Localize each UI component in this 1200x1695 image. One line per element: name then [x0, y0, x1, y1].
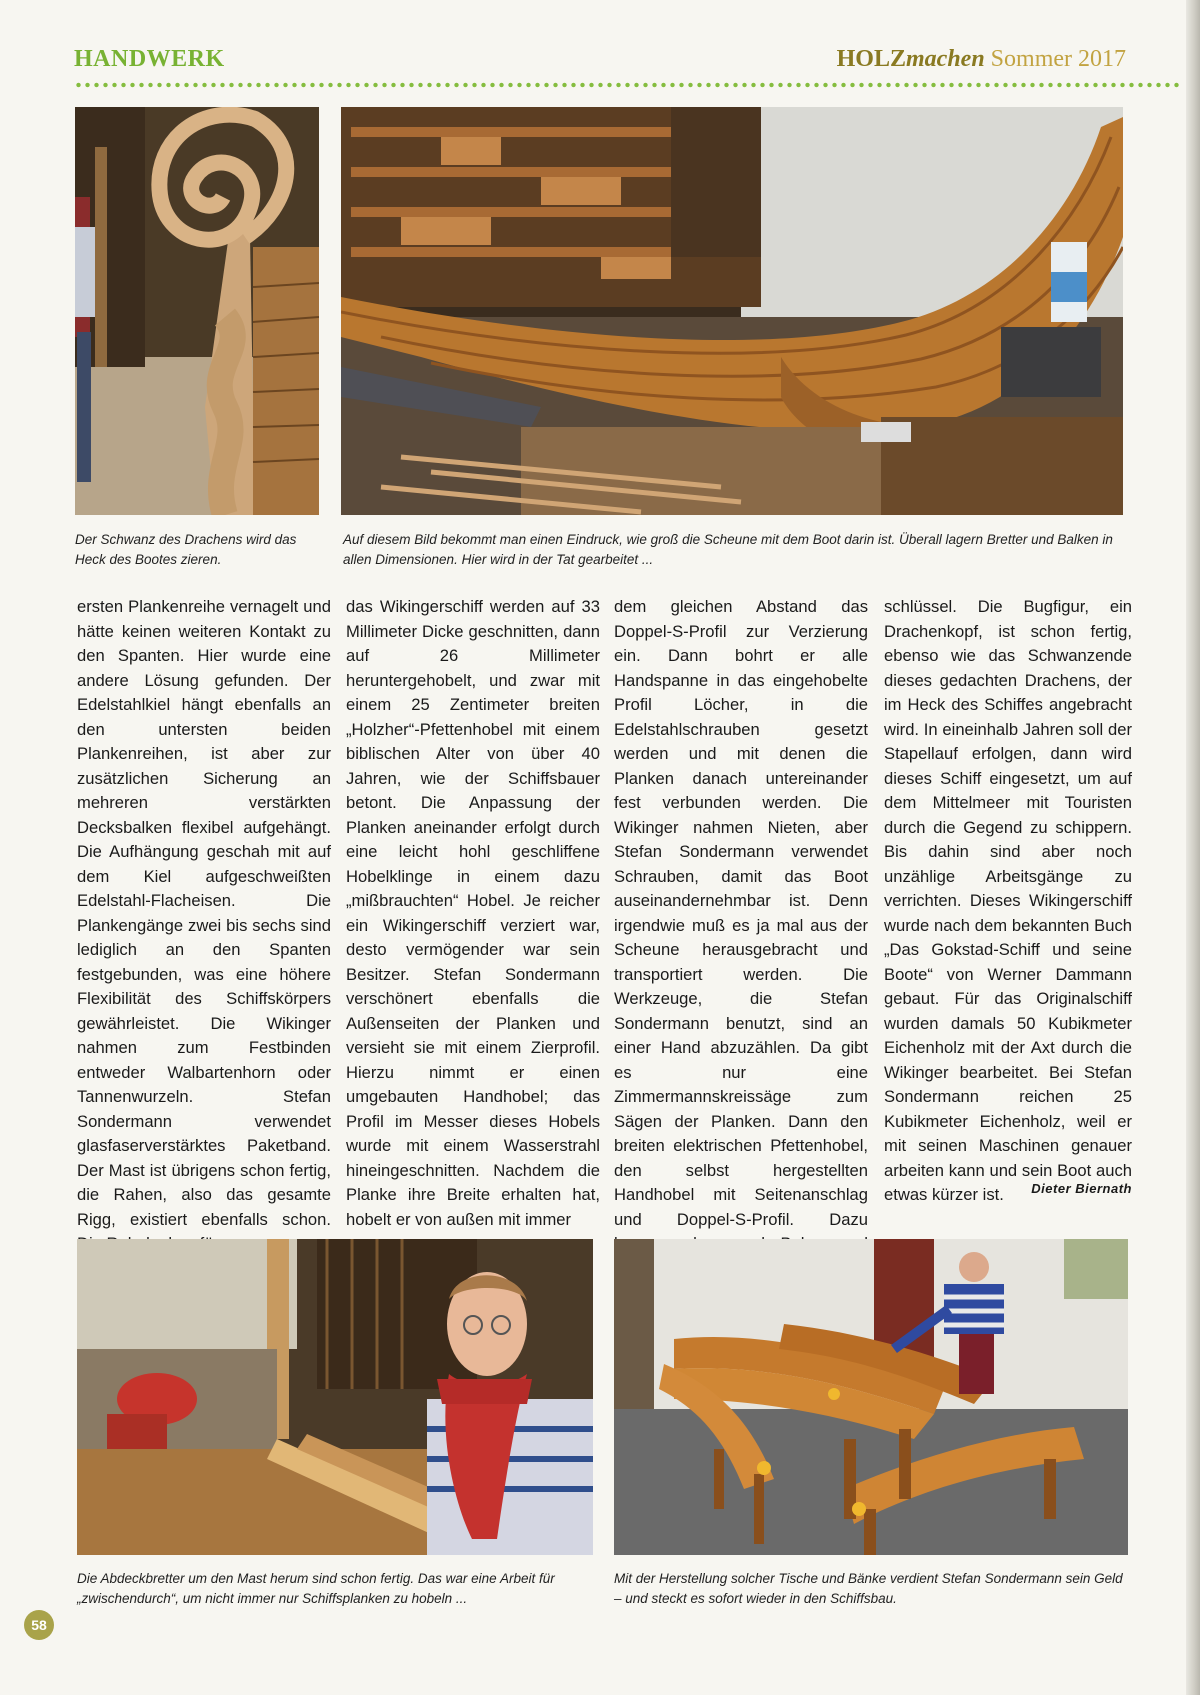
photo-dragon-tail	[75, 107, 319, 515]
photo-tables-benches	[614, 1239, 1128, 1555]
article-text-col2: das Wikingerschiff werden auf 33 Millimeter Dicke geschnitten, dann auf 26 Millimeter heruntergehobelt, und zwar mit einem 25 Zentimeter breiten „Holzher“-Pfettenhobel mit einem biblischen Alter von über 40 Jahren, wie der Schiffsbauer betont. Die Anpassung der Planken aneinander erfolgt durch eine leicht hohl geschliffene Hobelklinge in einem dazu „mißbrauchten“ Hobel. Je reicher ein Wikingerschiff verziert war, desto vermögender war sein Besitzer. Stefan Sondermann verschönert ebenfalls die Außenseiten der Planken und versieht sie mit einem Zierprofil. Hierzu nimmt er einen umgebauten Handhobel; das Profil im Messer dieses Hobels wurde mit einem Wasserstrahl hineingeschnitten. Nachdem die Planke ihre Breite erhalten hat, hobelt er von außen mit immer	[346, 597, 600, 1229]
magazine-header	[837, 46, 1126, 73]
caption-barn-boat: Auf diesem Bild bekommt man einen Eindruck, wie groß die Scheune mit dem Boot darin ist. Überall lagern Bretter und Balken in allen Dimensionen. Hier wird in der Tat gearbeitet ...	[343, 532, 1113, 567]
brand-suffix: machen	[906, 46, 985, 72]
author-byline: Dieter Biernath	[1031, 1181, 1132, 1196]
caption-tables-benches: Mit der Herstellung solcher Tische und Bänke verdient Stefan Sondermann sein Geld – und steckt es sofort wieder in den Schiffsbau.	[614, 1571, 1123, 1606]
article-column-3	[614, 595, 868, 1281]
brand-prefix: HOLZ	[836, 46, 906, 72]
article-column-1	[77, 595, 331, 1257]
photo-deck-boards	[77, 1239, 593, 1555]
page-number: 58	[24, 1610, 54, 1640]
header-dotted-rule	[74, 82, 1180, 88]
article-text-col3: dem gleichen Abstand das Doppel-S-Profil zur Verzierung ein. Dann bohrt er alle Handspanne in das eingehobelte Profil Löcher, in die Edelstahlschrauben gesetzt werden und mit denen die Planken danach untereinander fest verbunden werden. Die Wikinger nahmen Nieten, aber Stefan Sondermann verwendet Schrauben, damit das Boot auseinandernehmbar ist. Denn irgendwie muß es ja mal aus der Scheune herausgebracht und transportiert werden. Die Werkzeuge, die Stefan Sondermann benutzt, sind an einer Hand abzuzählen. Da gibt es nur eine Zimmermannskreissäge zum Sägen der Planken. Dann den breiten elektrischen Pfettenhobel, den selbst hergestellten Handhobel mit Seitenanschlag und Doppel-S-Profil. Dazu	[614, 597, 868, 1229]
caption-deck-boards: Die Abdeckbretter um den Mast herum sind schon fertig. Das war eine Arbeit für „zwischendurch“, um nicht immer nur Schiffsplanken zu hobeln ...	[77, 1571, 555, 1606]
article-column-2	[346, 595, 600, 1232]
photo-barn-boat	[341, 107, 1123, 515]
article-text-col4: schlüssel. Die Bugfigur, ein Drachenkopf, ist schon fertig, ebenso wie das Schwanzende dieses gedachten Drachens, der im Heck des Schiffes angebracht wird. In eineinhalb Jahren soll der Stapellauf erfolgen, dann wird dieses Schiff eingesetzt, um auf dem Mittelmeer mit Touristen durch die Gegend zu schippern. Bis dahin sind aber noch unzählige Arbeitsgänge zu verrichten. Dieses Wikingerschiff wurde nach dem bekannten Buch „Das Gokstad-Schiff und seine Boote“ von Werner Dammann gebaut. Für das Originalschiff wurden damals 50 Kubikmeter Eichenholz mit der Axt durch die Wikinger bearbeitet. Bei Stefan Sondermann reichen 25 Kubikmeter Eichenholz, weil er mit seinen Maschinen genauer arbeiten kann und sein Boot auch etwas kürzer ist.	[884, 597, 1132, 1204]
article-column-4	[884, 595, 1132, 1208]
section-title: HANDWERK	[74, 46, 225, 72]
article-text-col1: ersten Plankenreihe vernagelt und hätte keinen weiteren Kontakt zu den Spanten. Hier wurde eine andere Lösung gefunden. Der Edelstahlkiel hängt ebenfalls an den untersten beiden Plankenreihen, ist aber zur zusätzlichen Sicherung an mehreren verstärkten Decksbalken flexibel aufgehängt. Die Aufhängung geschah mit auf dem Kiel aufgeschweißten Edelstahl-Flacheisen. Die Plankengänge zwei bis sechs sind lediglich an den Spanten festgebunden, was eine höhere Flexibilität des Schiffskörpers gewährleistet. Die Wikinger nahmen zum Festbinden entweder Walbartenhorn oder Tannenwurzeln. Stefan Sondermann verwendet glasfaserverstärktes Paketband. Der Mast ist übrigens schon fertig, die Rahen, also das gesamte Rigg, existiert ebenfalls schon.	[77, 597, 331, 1229]
caption-dragon-tail: Der Schwanz des Drachens wird das Heck des Bootes zieren.	[75, 532, 297, 567]
page-edge	[1186, 0, 1200, 1695]
issue-season: Sommer 2017	[990, 46, 1126, 72]
